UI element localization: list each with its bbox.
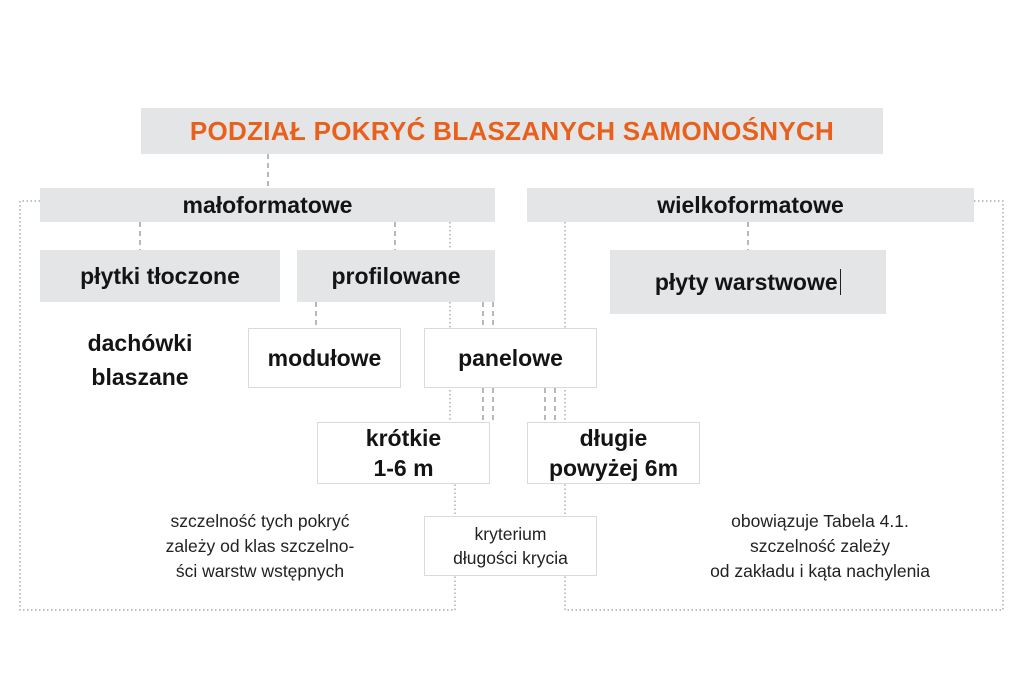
left-note-line3: ści warstw wstępnych	[175, 561, 345, 581]
short-length-line1: krótkie	[365, 425, 442, 451]
right-note	[670, 509, 970, 584]
category-small-format: małoformatowe	[40, 188, 495, 222]
left-note-line2: zależy od klas szczelno-	[165, 536, 355, 556]
panel-box: panelowe	[424, 328, 597, 388]
modular-box: modułowe	[248, 328, 401, 388]
right-note-line2: szczelność zależy	[749, 536, 891, 556]
criterion-box	[424, 516, 597, 576]
right-note-line1: obowiązuje Tabela 4.1.	[731, 511, 909, 531]
roof-tiles-label	[60, 326, 220, 394]
left-note	[130, 509, 390, 584]
long-length-line1: długie	[579, 425, 648, 451]
sandwich-panels-label: płyty warstwowe	[654, 268, 838, 295]
diagram-title: PODZIAŁ POKRYĆ BLASZANYCH SAMONOŚNYCH	[141, 108, 883, 154]
right-note-line3: od zakładu i kąta nachylenia	[710, 561, 930, 581]
long-length-box	[527, 422, 700, 484]
roof-tiles-line1: dachówki	[87, 330, 193, 356]
roof-tiles-line2: blaszane	[91, 364, 189, 390]
sandwich-panels-box	[610, 250, 886, 314]
short-length-line2: 1-6 m	[373, 455, 434, 481]
left-note-line1: szczelność tych pokryć	[170, 511, 350, 531]
long-length-line2: powyżej 6m	[548, 455, 679, 481]
category-large-format: wielkoformatowe	[527, 188, 974, 222]
short-length-box	[317, 422, 490, 484]
criterion-line1: kryterium	[474, 524, 547, 544]
pressed-tiles-box: płytki tłoczone	[40, 250, 280, 302]
criterion-line2: długości krycia	[453, 548, 568, 568]
profiled-box: profilowane	[297, 250, 495, 302]
text-cursor	[840, 269, 842, 295]
